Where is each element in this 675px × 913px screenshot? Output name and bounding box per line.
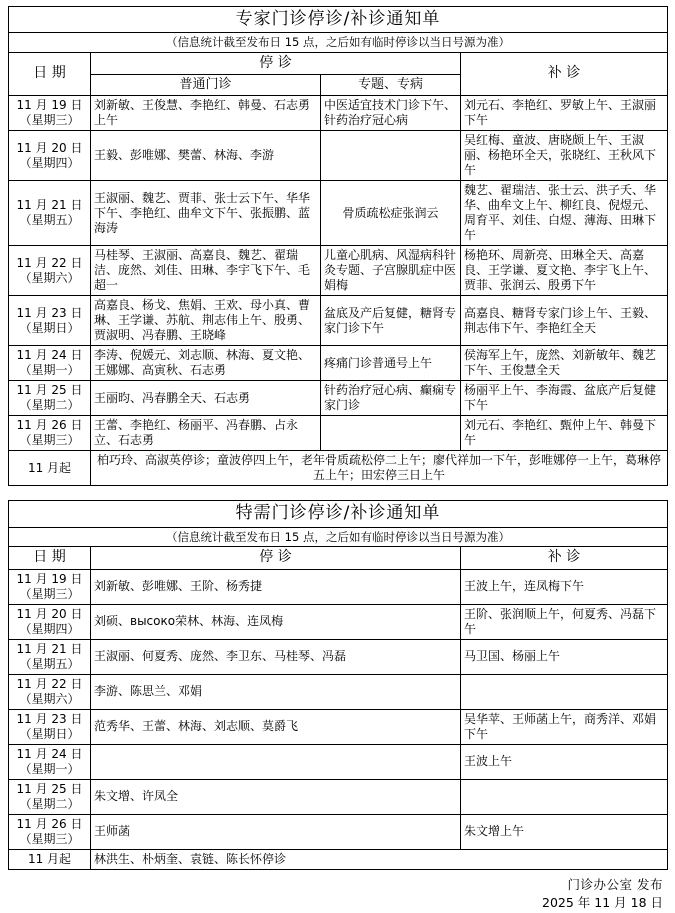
row-date-weekday: （星期五） <box>12 213 87 228</box>
row-date-main: 11 月 20 日 <box>12 607 87 622</box>
row-supplement: 王阶、张润顺上午，何夏秀、冯磊下午 <box>461 604 668 639</box>
col-header-general: 普通门诊 <box>91 75 321 96</box>
row-date-main: 11 月 23 日 <box>12 712 87 727</box>
document-footer <box>8 876 667 913</box>
col-header-stop: 停 诊 <box>91 547 461 570</box>
row-date <box>9 779 91 814</box>
row-supplement: 魏艺、翟瑞洁、张士云、洪子夭、华华、曲牟文上午、柳红良、倪煜元、周育平、刘佳、白煜、薄海、田琳下午 <box>461 181 668 246</box>
table-row <box>9 96 668 131</box>
row-date <box>9 381 91 416</box>
col-header-date: 日 期 <box>9 52 91 96</box>
row-date-weekday: （星期三） <box>12 113 87 128</box>
col-header-date: 日 期 <box>9 547 91 570</box>
col-header-supplement: 补 诊 <box>461 547 668 570</box>
row-date <box>9 181 91 246</box>
row-supplement: 王波上午 <box>461 744 668 779</box>
row-date <box>9 416 91 451</box>
row-special <box>321 416 461 451</box>
row-supplement: 吴华苹、王师菡上午，商秀洋、邓娟下午 <box>461 709 668 744</box>
row-date-weekday: （星期六） <box>12 271 87 286</box>
row-date-main: 11 月 26 日 <box>12 817 87 832</box>
row-supplement: 高嘉良、糖肾专家门诊上午、王毅、荆志伟下午、李艳红全天 <box>461 296 668 346</box>
section2-subtitle-row <box>9 527 668 546</box>
row-general: 王毅、彭唯娜、樊蕾、林海、李游 <box>91 131 321 181</box>
row-special: 儿童心肌病、风湿病科针灸专题、子宫腺肌症中医娟梅 <box>321 246 461 296</box>
row-special: 疼痛门诊普通号上午 <box>321 346 461 381</box>
footer-office: 门诊办公室 发布 <box>8 876 663 895</box>
table-row <box>9 346 668 381</box>
row-supplement: 马卫国、杨丽上午 <box>461 639 668 674</box>
row-date <box>9 814 91 849</box>
footer-date: 2025 年 11 月 18 日 <box>8 894 663 913</box>
row-special <box>321 131 461 181</box>
row-date-weekday: （星期四） <box>12 622 87 637</box>
row-date <box>9 674 91 709</box>
table-row <box>9 569 668 604</box>
row-date <box>9 296 91 346</box>
table-row <box>9 416 668 451</box>
row-supplement: 朱文增上午 <box>461 814 668 849</box>
row-date <box>9 131 91 181</box>
row-supplement: 王波上午，连凤梅下午 <box>461 569 668 604</box>
row-supplement: 刘元石、李艳红、罗敏上午、王淑丽下午 <box>461 96 668 131</box>
row-date-main: 11 月 21 日 <box>12 642 87 657</box>
table-row <box>9 131 668 181</box>
row-special: 针药治疗冠心病、癫痫专家门诊 <box>321 381 461 416</box>
row-general: 李涛、倪媛元、刘志顺、林海、夏文艳、王娜娜、高寅秋、石志勇 <box>91 346 321 381</box>
section1-header-row-1 <box>9 52 668 75</box>
row-date-weekday: （星期三） <box>12 832 87 847</box>
special-need-clinic-table <box>8 500 668 869</box>
row-date-weekday: （星期三） <box>12 433 87 448</box>
row-general: 王蕾、李艳红、杨丽平、冯春鹏、占永立、石志勇 <box>91 416 321 451</box>
row-date-main: 11 月 26 日 <box>12 418 87 433</box>
row-date <box>9 639 91 674</box>
row-date-weekday: （星期一） <box>12 363 87 378</box>
row-supplement <box>461 674 668 709</box>
row-date-weekday: （星期一） <box>12 762 87 777</box>
row-stop: 刘新敏、彭唯娜、王阶、杨秀捷 <box>91 569 461 604</box>
row-stop: 范秀华、王蕾、林海、刘志顺、莫爵飞 <box>91 709 461 744</box>
table-row <box>9 381 668 416</box>
row-stop: 李游、陈思兰、邓娟 <box>91 674 461 709</box>
row-date-main: 11 月 25 日 <box>12 782 87 797</box>
row-special: 中医适宜技术门诊下午、针药治疗冠心病 <box>321 96 461 131</box>
table-row <box>9 814 668 849</box>
table-row <box>9 604 668 639</box>
col-header-stop: 停 诊 <box>91 52 461 75</box>
table-row <box>9 246 668 296</box>
row-supplement: 杨丽平上午、李海霞、盆底产后复健下午 <box>461 381 668 416</box>
row-date-main: 11 月 21 日 <box>12 198 87 213</box>
row-date <box>9 346 91 381</box>
row-supplement: 刘元石、李艳红、甄仲上午、韩曼下午 <box>461 416 668 451</box>
row-date-main: 11 月 25 日 <box>12 383 87 398</box>
row-general: 马桂琴、王淑丽、高嘉良、魏艺、翟瑞洁、庞然、刘佳、田琳、李宇飞下午、毛超一 <box>91 246 321 296</box>
row-stop: 刘硕、высоко荣林、林海、连凤梅 <box>91 604 461 639</box>
table-row <box>9 181 668 246</box>
row-stop <box>91 744 461 779</box>
row-date-main: 11 月 24 日 <box>12 747 87 762</box>
row-supplement: 杨艳环、周新亮、田琳全天、高嘉良、王学谦、夏文艳、李宇飞上午、贾菲、张润云、殷勇下午 <box>461 246 668 296</box>
section1-subtitle-row <box>9 33 668 52</box>
table-row <box>9 639 668 674</box>
month-start-label: 11 月起 <box>9 849 91 869</box>
row-date-weekday: （星期日） <box>12 321 87 336</box>
table-row <box>9 779 668 814</box>
month-start-text: 林洪生、朴炳奎、袁链、陈长怀停诊 <box>91 849 668 869</box>
col-header-special: 专题、专病 <box>321 75 461 96</box>
section1-title: 专家门诊停诊/补诊通知单 <box>9 7 668 33</box>
row-date-main: 11 月 24 日 <box>12 348 87 363</box>
row-supplement: 吴红梅、童波、唐晓颇上午、王淑丽、杨艳环全天，张晓红、王秋风下午 <box>461 131 668 181</box>
row-date <box>9 709 91 744</box>
row-general: 王淑丽、魏艺、贾菲、张士云下午、华华下午、李艳红、曲牟文下午、张振鹏、蓝海涛 <box>91 181 321 246</box>
table-row <box>9 709 668 744</box>
month-start-label: 11 月起 <box>9 451 91 486</box>
row-date-main: 11 月 19 日 <box>12 572 87 587</box>
row-date-weekday: （星期日） <box>12 727 87 742</box>
section-divider <box>8 486 667 500</box>
row-supplement <box>461 779 668 814</box>
row-special: 盆底及产后复健，糖肾专家门诊下午 <box>321 296 461 346</box>
section2-title-row <box>9 501 668 527</box>
table-row <box>9 744 668 779</box>
row-stop: 王淑丽、何夏秀、庞然、李卫东、马桂琴、冯磊 <box>91 639 461 674</box>
col-header-supplement: 补 诊 <box>461 52 668 96</box>
row-date <box>9 569 91 604</box>
row-stop: 王师菡 <box>91 814 461 849</box>
row-date-weekday: （星期五） <box>12 657 87 672</box>
row-date-weekday: （星期三） <box>12 587 87 602</box>
row-date-weekday: （星期六） <box>12 692 87 707</box>
row-date-main: 11 月 19 日 <box>12 98 87 113</box>
table-row <box>9 674 668 709</box>
row-date-main: 11 月 20 日 <box>12 141 87 156</box>
section1-title-row <box>9 7 668 33</box>
row-date-main: 11 月 22 日 <box>12 677 87 692</box>
row-date-weekday: （星期二） <box>12 398 87 413</box>
row-date <box>9 604 91 639</box>
row-supplement: 侯海军上午，庞然、刘新敏年、魏艺下午、王俊慧全天 <box>461 346 668 381</box>
row-general: 高嘉良、杨戈、焦娟、王欢、母小真、曹琳、王学谦、苏航、荆志伟上午、殷勇、贾淑明、冯春鹏、王晓峰 <box>91 296 321 346</box>
row-general: 王丽昀、冯春鹏全天、石志勇 <box>91 381 321 416</box>
month-start-text: 柏巧玲、高淑英停诊；童波停四上午，老年骨质疏松停二上午；廖代祥加一下午，彭唯娜停一上午，葛琳停五上午；田宏停三日上午 <box>91 451 668 486</box>
section2-subtitle: （信息统计截至发布日 15 点，之后如有临时停诊以当日号源为准） <box>9 527 668 546</box>
row-stop: 朱文增、许凤全 <box>91 779 461 814</box>
row-date <box>9 246 91 296</box>
row-date-weekday: （星期四） <box>12 156 87 171</box>
table-row-month-start <box>9 451 668 486</box>
row-special: 骨质疏松症张润云 <box>321 181 461 246</box>
section2-header-row <box>9 547 668 570</box>
row-date-main: 11 月 22 日 <box>12 256 87 271</box>
expert-clinic-table <box>8 6 668 486</box>
table-row <box>9 296 668 346</box>
row-date <box>9 744 91 779</box>
row-date-weekday: （星期二） <box>12 797 87 812</box>
section1-subtitle: （信息统计截至发布日 15 点，之后如有临时停诊以当日号源为准） <box>9 33 668 52</box>
row-date-main: 11 月 23 日 <box>12 306 87 321</box>
table-row-month-start <box>9 849 668 869</box>
row-general: 刘新敏、王俊慧、李艳红、韩曼、石志勇上午 <box>91 96 321 131</box>
row-date <box>9 96 91 131</box>
section2-title: 特需门诊停诊/补诊通知单 <box>9 501 668 527</box>
